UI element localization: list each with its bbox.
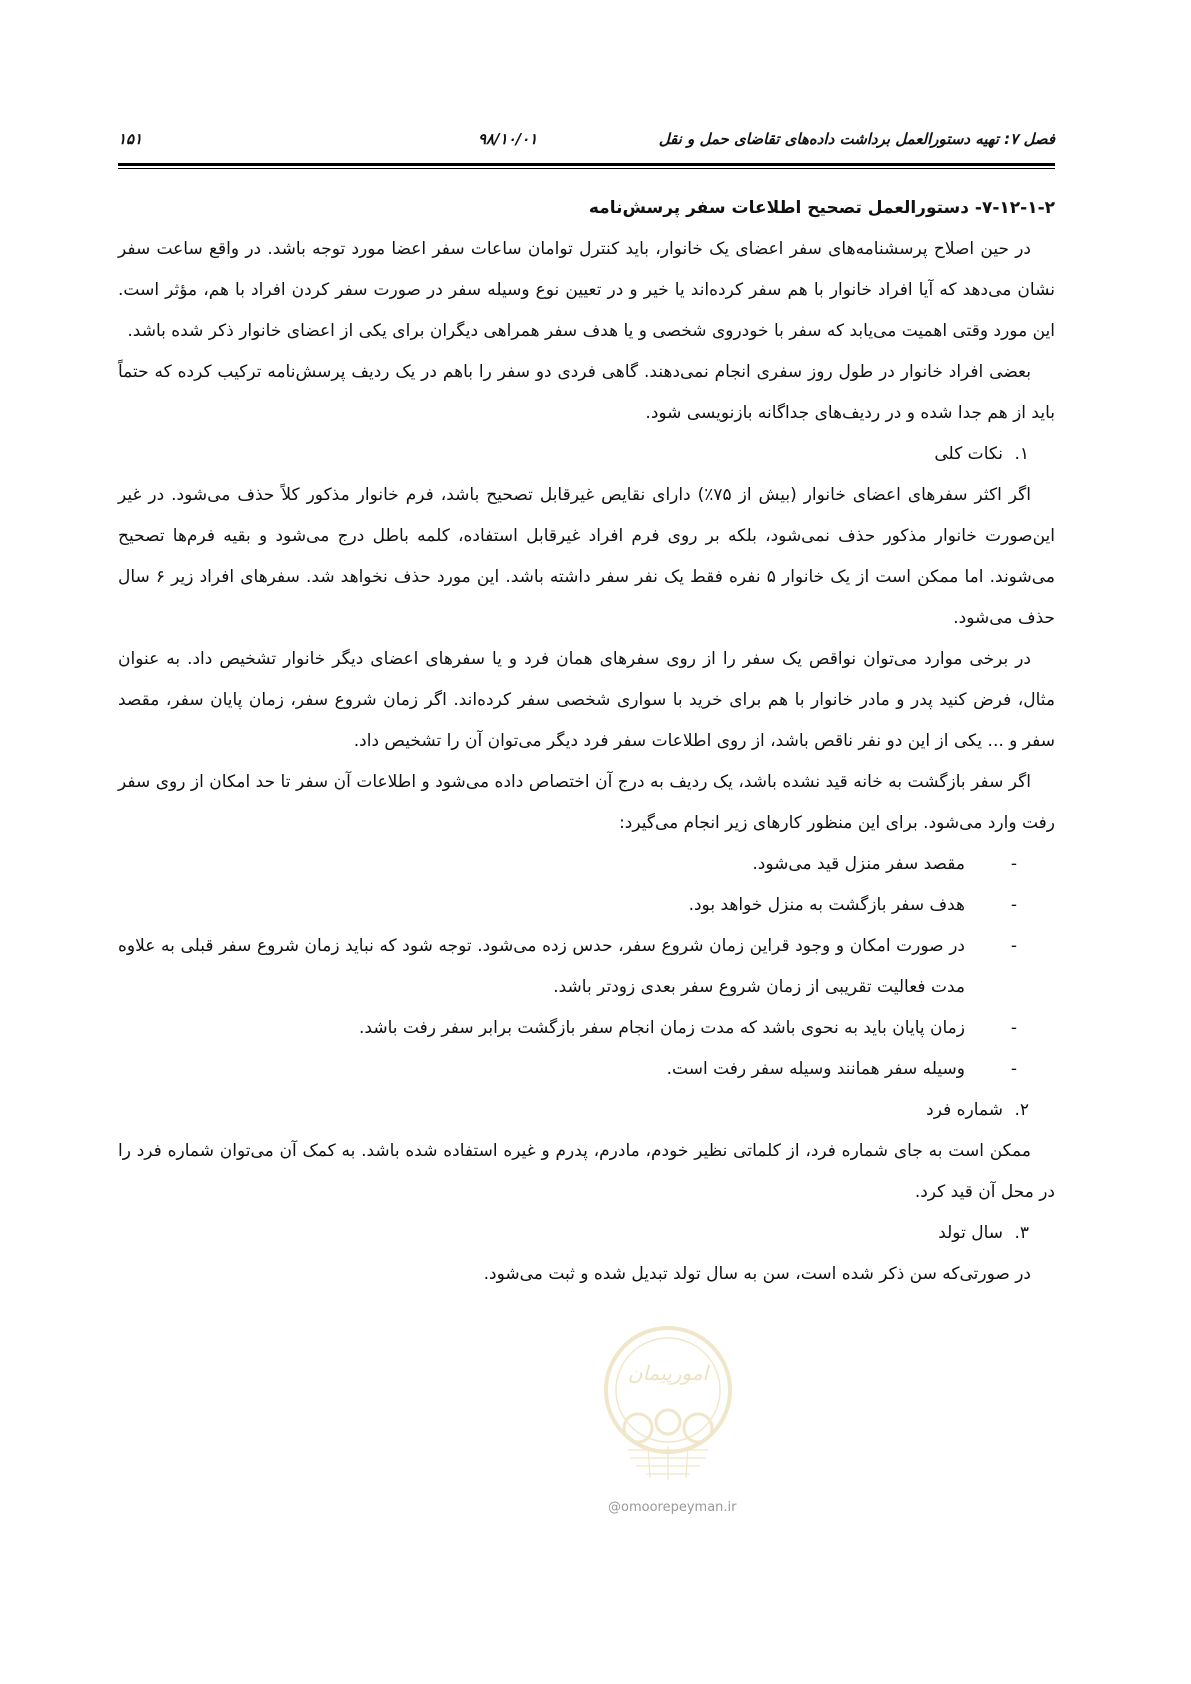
item3-heading (118, 1213, 1055, 1254)
list-item (118, 885, 1055, 926)
item1-paragraph-1: اگر اکثر سفرهای اعضای خانوار (بیش از ۷۵٪) دارای نقایص غیرقابل تصحیح باشد، فرم خانوار مذکور کلاً حذف می‌شود. در غیر این‌صورت خانوار مذکور حذف نمی‌شود، بلکه بر روی فرم افراد غیرقابل استفاده، کلمه باطل درج می‌شود و بقیه فرم‌ها تصحیح می‌شوند. اما ممکن است از یک خانوار ۵ نفره فقط یک نفر سفر داشته باشد. این مورد حذف نخواهد شد. سفرهای افراد زیر ۶ سال حذف می‌شود. (118, 485, 1055, 628)
dash-marker: - (1010, 1018, 1017, 1038)
return-trip-list (118, 844, 1055, 1090)
item2-number: ۲. (1014, 1100, 1029, 1120)
page-body (118, 188, 1055, 1295)
item1-title: نکات کلی (934, 444, 1003, 464)
list-item-text: مقصد سفر منزل قید می‌شود. (752, 854, 965, 874)
list-item (118, 1008, 1055, 1049)
item1-paragraph-2: در برخی موارد می‌توان نواقص یک سفر را از روی سفرهای همان فرد و یا سفرهای اعضای دیگر خانوار تشخیص داد. به عنوان مثال، فرض کنید پدر و مادر خانوار با هم برای خرید با سواری شخصی سفر کرده‌اند. اگر زمان شروع سفر، زمان پایان سفر، مقصد سفر و ... یکی از این دو نفر ناقص باشد، از روی اطلاعات سفر فرد دیگر می‌توان آن را تشخیص داد. (118, 649, 1055, 751)
item3-number: ۳. (1014, 1223, 1029, 1243)
watermark-url: @omoorepeyman.ir (608, 1500, 737, 1515)
list-item (118, 1049, 1055, 1090)
list-item (118, 926, 1055, 1008)
list-item-text: در صورت امکان و وجود قراین زمان شروع سفر، حدس زده می‌شود. توجه شود که نباید زمان شروع سفر قبلی به علاوه مدت فعالیت تقریبی از زمان شروع سفر بعدی زودتر باشد. (118, 936, 965, 997)
page-number: ۱۵۱ (118, 130, 143, 148)
dash-marker: - (1010, 1059, 1017, 1079)
svg-text:امورپیمان: امورپیمان (627, 1361, 709, 1385)
list-item-text: هدف سفر بازگشت به منزل خواهد بود. (688, 895, 965, 915)
list-item-text: زمان پایان باید به نحوی باشد که مدت زمان انجام سفر بازگشت برابر سفر رفت باشد. (359, 1018, 965, 1038)
item1-number: ۱. (1014, 444, 1029, 464)
header-rule-thin (118, 168, 1055, 169)
chapter-title: فصل ۷: تهیه دستورالعمل برداشت داده‌های تقاضای حمل و نقل (658, 130, 1055, 148)
item1-heading (118, 434, 1055, 475)
header-rule-thick (118, 163, 1055, 166)
item3-title: سال تولد (938, 1223, 1003, 1243)
dash-marker: - (1010, 936, 1017, 956)
item3-paragraph: در صورتی‌که سن ذکر شده است، سن به سال تولد تبدیل شده و ثبت می‌شود. (483, 1264, 1031, 1284)
document-page (118, 0, 1055, 1684)
header-date: ۹۸/۱۰/۰۱ (478, 130, 538, 148)
item1-paragraph-3: اگر سفر بازگشت به خانه قید نشده باشد، یک ردیف به درج آن اختصاص داده می‌شود و اطلاعات آن سفر تا حد امکان از روی سفر رفت وارد می‌شود. برای این منظور کارهای زیر انجام می‌گیرد: (118, 772, 1055, 833)
item2-title: شماره فرد (926, 1100, 1003, 1120)
section-title: ۷-۱۲-۱-۲- دستورالعمل تصحیح اطلاعات سفر پرسش‌نامه (588, 198, 1055, 218)
running-header (118, 130, 1055, 158)
list-item (118, 844, 1055, 885)
dash-marker: - (1010, 895, 1017, 915)
dash-marker: - (1010, 854, 1017, 874)
item2-heading (118, 1090, 1055, 1131)
item2-paragraph: ممکن است به جای شماره فرد، از کلماتی نظیر خودم، مادرم، پدرم و غیره استفاده شده باشد. به کمک آن می‌توان شماره فرد را در محل آن قید کرد. (118, 1141, 1055, 1202)
intro-paragraph-1: در حین اصلاح پرسشنامه‌های سفر اعضای یک خانوار، باید کنترل توامان ساعات سفر اعضا مورد توجه باشد. در واقع ساعت سفر نشان می‌دهد که آیا افراد خانوار با هم سفر کرده‌اند یا خیر و در تعیین نوع وسیله سفر در صورت سفر کردن افراد با هم، مؤثر است. این مورد وقتی اهمیت می‌یابد که سفر با خودروی شخصی و یا هدف سفر همراهی دیگران برای یکی از اعضای خانوار ذکر شده باشد. (118, 239, 1055, 341)
intro-paragraph-2: بعضی افراد خانوار در طول روز سفری انجام نمی‌دهند. گاهی فردی دو سفر را باهم در یک ردیف پرسش‌نامه ترکیب کرده که حتماً باید از هم جدا شده و در ردیف‌های جداگانه بازنویسی شود. (118, 362, 1055, 423)
list-item-text: وسیله سفر همانند وسیله سفر رفت است. (666, 1059, 965, 1079)
watermark-logo-icon (588, 1320, 748, 1485)
